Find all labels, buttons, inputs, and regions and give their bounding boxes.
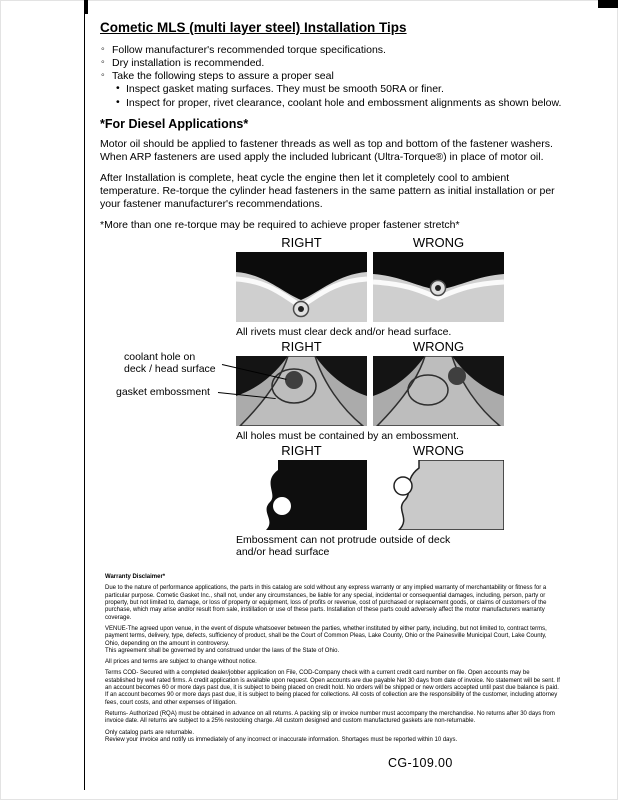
disclaimer-heading: Warranty Disclaimer* (105, 574, 166, 580)
disclaimer-returns: Returns- Authorized (RQA) must be obtained in advance on all returns. A packing slip or invoice number must accompany the merchandise. No returns after 30 days from invoice date. All returns are subject to a 25% restocking charge. All custom designed and custom manufactured gaskets are non-returnable. (105, 711, 555, 725)
left-margin-rule (84, 8, 85, 790)
embossment-contain-wrong-diagram (373, 356, 504, 426)
diesel-applications-heading: *For Diesel Applications* (100, 116, 249, 131)
tips-sublist (114, 83, 565, 109)
disclaimer-catalog-parts: Only catalog parts are returnable. (105, 729, 195, 736)
embossment-hole-inside (273, 497, 291, 515)
embossment-contain-caption: All holes must be contained by an embossment. (236, 430, 459, 443)
wrong-label: WRONG (412, 235, 465, 250)
top-left-crop-mark (84, 0, 88, 14)
tip-proper-seal: ◦ Take the following steps to assure a proper seal (100, 70, 565, 83)
embossment-contain-right-diagram (236, 356, 367, 426)
installation-tips-section (100, 20, 565, 240)
embossment-protrude-diagram-row (236, 444, 504, 558)
gasket-embossment-label: gasket embossment (116, 386, 210, 399)
rivet-wrong-diagram (373, 252, 504, 322)
disclaimer-review-invoice: Review your invoice and notify us immediately of any incorrect or inaccurate information. Shortages must be reported within 10 days. (105, 736, 458, 743)
rivet-caption: All rivets must clear deck and/or head surface. (236, 326, 452, 338)
page-title: Cometic MLS (multi layer steel) Installation Tips (100, 20, 407, 35)
page-number: CG-109.00 (388, 756, 453, 770)
embossment-protrude-right-diagram (236, 460, 367, 530)
embossment-protrude-wrong-diagram (373, 460, 504, 530)
coolant-hole-label: coolant hole on deck / head surface (124, 351, 216, 376)
tip-dry-installation: ◦ Dry installation is recommended. (100, 57, 565, 70)
tip-inspect-surfaces: • Inspect gasket mating surfaces. They must be smooth 50RA or finer. (114, 83, 565, 96)
diagram-section (116, 235, 504, 560)
retorque-note: *More than one re-torque may be required to achieve proper fastener stretch* (100, 219, 460, 232)
right-label: RIGHT (281, 235, 322, 250)
rivet-diagram-row (236, 236, 504, 338)
coolant-hole-outside (448, 367, 466, 385)
tip-torque-specs: ◦ Follow manufacturer's recommended torque specifications. (100, 44, 565, 57)
right-label: RIGHT (281, 339, 322, 355)
wrong-label: WRONG (412, 443, 465, 459)
wrong-label: WRONG (412, 339, 465, 355)
diesel-paragraph-retorque: After Installation is complete, heat cycle the engine then let it completely cool to ambient temperature. Re-torque the cylinder head fasteners in the same pattern as initial installation or per your fastener manufacturer's recommendations. (100, 171, 555, 211)
embossment-hole-protruding (394, 477, 412, 495)
rivet-right-diagram (236, 252, 367, 322)
top-right-crop-mark (598, 0, 618, 8)
tip-inspect-alignments: • Inspect for proper, rivet clearance, coolant hole and embossment alignments as shown below. (114, 97, 565, 110)
diesel-paragraph-oil: Motor oil should be applied to fastener threads as well as top and bottom of the fastener washers. When ARP fasteners are used apply the included lubricant (Ultra-Torque®) in place of motor oil. (100, 137, 553, 163)
tips-list (100, 44, 565, 83)
coolant-hole (285, 371, 303, 389)
disclaimer-prices-terms: All prices and terms are subject to change without notice. (105, 659, 257, 666)
coolant-hole-diagram-row (116, 339, 504, 443)
embossment-protrude-caption: Embossment can not protrude outside of deck and/or head surface (236, 534, 451, 559)
right-label: RIGHT (281, 443, 322, 459)
disclaimer-venue-paragraph: VENUE-The agreed upon venue, in the event of dispute whatsoever between the parties, whether instituted by either party, including, but not limited to, contract terms, payment terms, delivery, type, defects, sufficiency of product, shall be the Court of Common Pleas, Lake County, Ohio or the Painesville Municipal Court, Lake County, Ohio, depending on the amount in controversy. (105, 625, 547, 647)
disclaimer-terms-cod: Terms COD- Secured with a completed dealer/jobber application on File, COD-Company check with a current credit card number on file. Open accounts may be established by well rated firms. A credit application is available upon request. Open accounts are due payable Net 30 days from date of invoice. No statement will be sent. If an account becomes 60 or more days past due, it is subject to being placed on credit hold. No orders will be shipped or new orders accepted until past due balance is paid. If an account becomes 90 or more days past due, it is subject to being placed for collections. All costs of collection are the responsibility of the customer, including attorney fees, court costs, and other expenses of litigation. (105, 670, 560, 706)
disclaimer-warranty-paragraph: Due to the nature of performance applications, the parts in this catalog are sold without any express warranty or any implied warranty of merchantability or fitness for a particular purpose. Cometic Gasket Inc., shall not, under any circumstances, be liable for any special, incidental or consequential damages, including, person, party or property, but not limited to, damage, or loss of property or equipment, loss of profits or revenue, cost of purchased or replacement goods, or claims of customers of the purchase, which may arise and/or result from sale, instillation or use of these parts. Installation of these parts could adversely affect the motor manufacturers warranty coverage. (105, 585, 547, 621)
warranty-disclaimer-section (105, 574, 561, 744)
disclaimer-governing-law: This agreement shall be governed by and construed under the laws of the State of Ohio. (105, 647, 340, 654)
